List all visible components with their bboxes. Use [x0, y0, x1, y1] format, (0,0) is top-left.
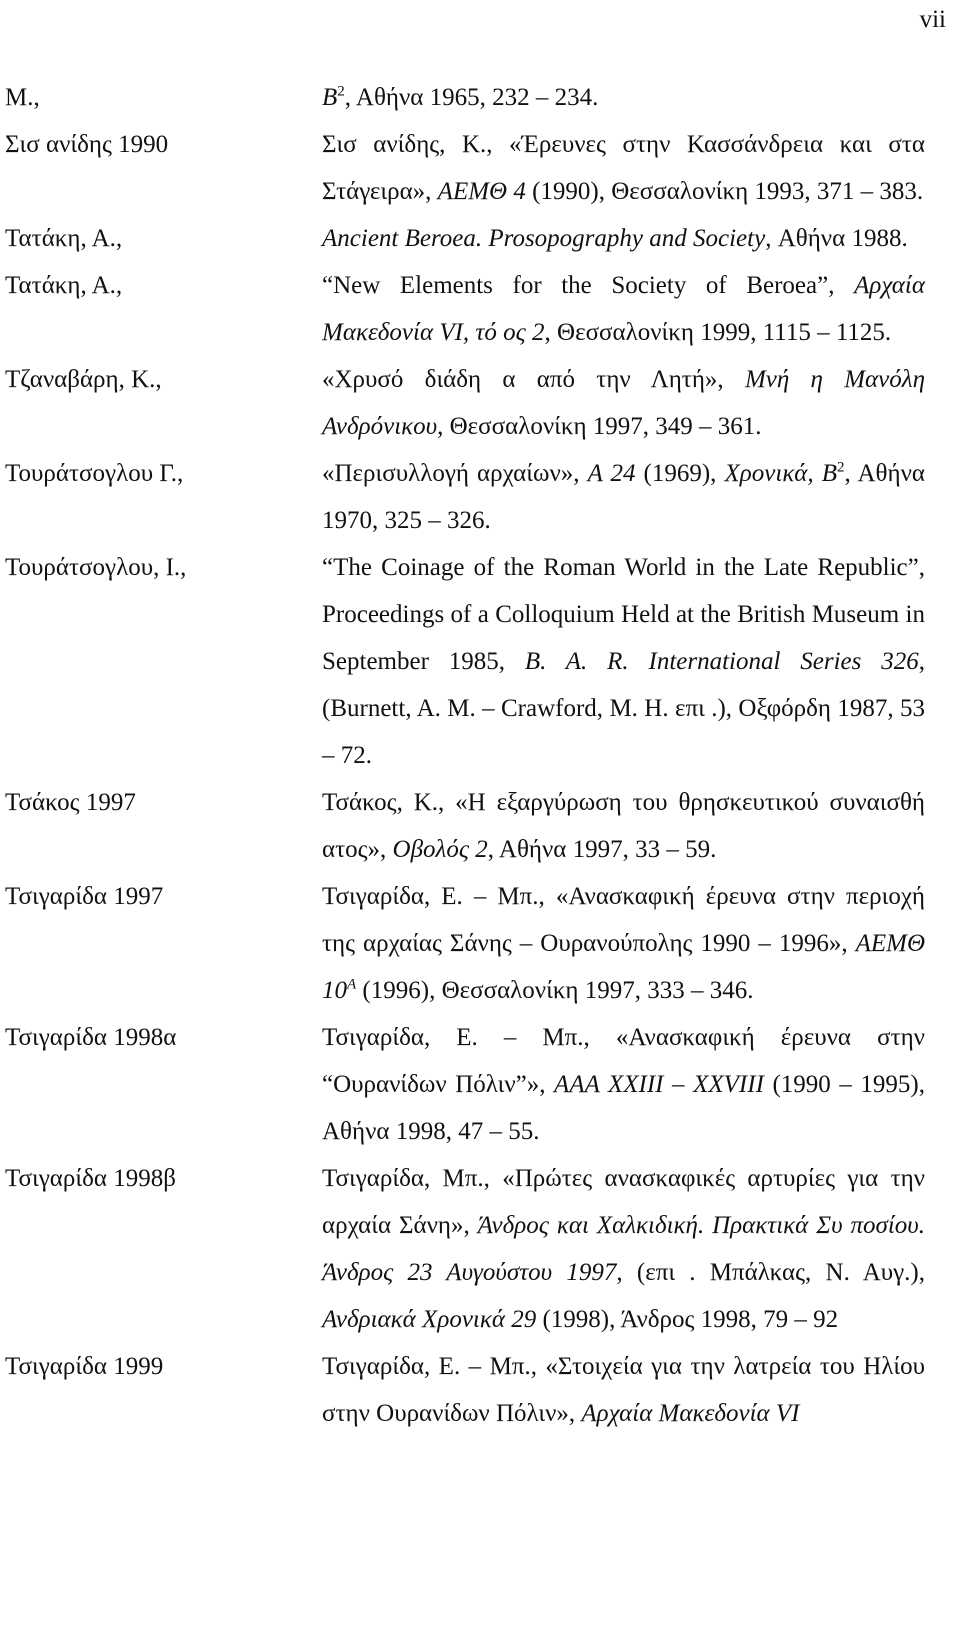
- entry-key: Τσιγαρίδα 1998β: [5, 1165, 176, 1192]
- entry-reference: [322, 121, 925, 215]
- reference-text: , (Burnett, A. M. – Crawford, M. H. επι .), Οξφόρδη 1987, 53 – 72.: [322, 648, 925, 769]
- italic-text: Ancient Beroea. Prosopography and Society: [322, 225, 766, 252]
- italic-text: ΑΑΑ XXIII – XXVIII: [554, 1071, 764, 1098]
- bibliography-entry: [0, 450, 960, 544]
- entry-reference: [322, 262, 925, 356]
- entry-reference: [322, 873, 925, 1014]
- entry-reference: [322, 450, 925, 544]
- italic-text: Α 24: [587, 460, 636, 487]
- bibliography-list: [0, 74, 960, 1437]
- reference-text: , Θεσσαλονίκη 1997, 349 – 361.: [437, 413, 762, 440]
- bibliography-entry: [0, 779, 960, 873]
- italic-text: ΑΕΜΘ 10: [322, 930, 925, 1004]
- italic-text: Ανδριακά Χρονικά 29: [322, 1306, 537, 1333]
- bibliography-entry: [0, 873, 960, 1014]
- reference-text: Σισ ανίδης, Κ., «Έρευνες στην Κασσάνδρεια και στα Στάγειρα»,: [322, 131, 925, 205]
- reference-text: Τσιγαρίδα, Μπ., «Πρώτες ανασκαφικές αρτυρίες για την αρχαία Σάνη»,: [322, 1165, 925, 1239]
- bibliography-entry: [0, 544, 960, 779]
- bibliography-entry: [0, 1155, 960, 1343]
- italic-text: Οβολός 2: [392, 836, 488, 863]
- entry-key: Τζαναβάρη, Κ.,: [5, 366, 162, 393]
- italic-text: Χρονικά, Β: [724, 460, 838, 487]
- italic-text: ΑΕΜΘ 4: [437, 178, 526, 205]
- italic-text: Β: [322, 84, 338, 111]
- reference-text: «Περισυλλογή αρχαίων»,: [322, 460, 588, 487]
- reference-text: , Αθήνα 1988.: [765, 225, 908, 252]
- bibliography-entry: [0, 1014, 960, 1155]
- bibliography-entry: [0, 215, 960, 262]
- entry-key: Τσιγαρίδα 1999: [5, 1353, 164, 1380]
- entry-key: Μ.,: [5, 84, 40, 111]
- reference-text: , Αθήνα 1997, 33 – 59.: [487, 836, 717, 863]
- bibliography-entry: [0, 262, 960, 356]
- entry-reference: [322, 74, 925, 121]
- entry-reference: [322, 1343, 925, 1437]
- reference-text: (1996), Θεσσαλονίκη 1997, 333 – 346.: [356, 977, 754, 1004]
- bibliography-entry: [0, 74, 960, 121]
- italic-text: Μνή η Μανόλη Ανδρόνικου: [322, 366, 926, 440]
- reference-text: , Θεσσαλονίκη 1999, 1115 – 1125.: [544, 319, 892, 346]
- entry-reference: [322, 356, 925, 450]
- italic-text: Αρχαία Μακεδονία VI: [581, 1400, 800, 1427]
- page-number: vii: [919, 6, 946, 33]
- reference-text: (1969),: [635, 460, 725, 487]
- entry-key: Τατάκη, Α.,: [5, 272, 123, 299]
- reference-text: Τσάκος, Κ., «Η εξαργύρωση του θρησκευτικού συναισθή ατος»,: [322, 789, 925, 863]
- entry-key: Τσιγαρίδα 1997: [5, 883, 164, 910]
- reference-text: “New Elements for the Society of Beroea”,: [322, 272, 855, 299]
- reference-text: “The Coinage of the Roman World in the Late Republic”, Proceedings of a Colloquium Held at the British Museum in September 1985,: [322, 554, 925, 675]
- bibliography-entry: [0, 1343, 960, 1437]
- entry-reference: [322, 544, 925, 779]
- entry-key: Τσάκος 1997: [5, 789, 136, 816]
- entry-key: Τσιγαρίδα 1998α: [5, 1024, 177, 1051]
- reference-text: Τσιγαρίδα, Ε. – Μπ., «Στοιχεία για την λατρεία του Ηλίου στην Ουρανίδων Πόλιν»,: [322, 1353, 925, 1427]
- superscript-text: 2: [337, 83, 345, 100]
- italic-text: B. A. R. International Series 326: [524, 648, 919, 675]
- entry-key: Τουράτσογλου Γ.,: [5, 460, 184, 487]
- entry-reference: [322, 1155, 925, 1343]
- superscript-text: 2: [837, 459, 845, 476]
- reference-text: «Χρυσό διάδη α από την Λητή»,: [322, 366, 745, 393]
- reference-text: , (επι . Μπάλκας, Ν. Αυγ.),: [616, 1259, 925, 1286]
- reference-text: Τσιγαρίδα, Ε. – Μπ., «Ανασκαφική έρευνα στην “Ουρανίδων Πόλιν”»,: [322, 1024, 925, 1098]
- reference-text: Τσιγαρίδα, Ε. – Μπ., «Ανασκαφική έρευνα στην περιοχή της αρχαίας Σάνης – Ουρανούπολης 1990 – 1996»,: [322, 883, 925, 957]
- italic-text: Αρχαία Μακεδονία VI, τό ος 2: [322, 272, 925, 346]
- reference-text: , Αθήνα 1965, 232 – 234.: [344, 84, 599, 111]
- superscript-text: Α: [347, 976, 357, 993]
- reference-text: (1990 – 1995), Αθήνα 1998, 47 – 55.: [322, 1071, 925, 1145]
- reference-text: (1990), Θεσσαλονίκη 1993, 371 – 383.: [525, 178, 924, 205]
- entry-reference: [322, 215, 925, 262]
- entry-key: Τουράτσογλου, Ι.,: [5, 554, 187, 581]
- entry-key: Τατάκη, Α.,: [5, 225, 123, 252]
- entry-reference: [322, 779, 925, 873]
- reference-text: (1998), Άνδρος 1998, 79 – 92: [536, 1306, 839, 1333]
- reference-text: , Αθήνα 1970, 325 – 326.: [322, 460, 925, 534]
- bibliography-entry: [0, 356, 960, 450]
- italic-text: Άνδρος και Χαλκιδική. Πρακτικά Συ ποσίου. Άνδρος 23 Αυγούστου 1997: [322, 1212, 925, 1286]
- entry-reference: [322, 1014, 925, 1155]
- bibliography-entry: [0, 121, 960, 215]
- entry-key: Σισ ανίδης 1990: [5, 131, 169, 158]
